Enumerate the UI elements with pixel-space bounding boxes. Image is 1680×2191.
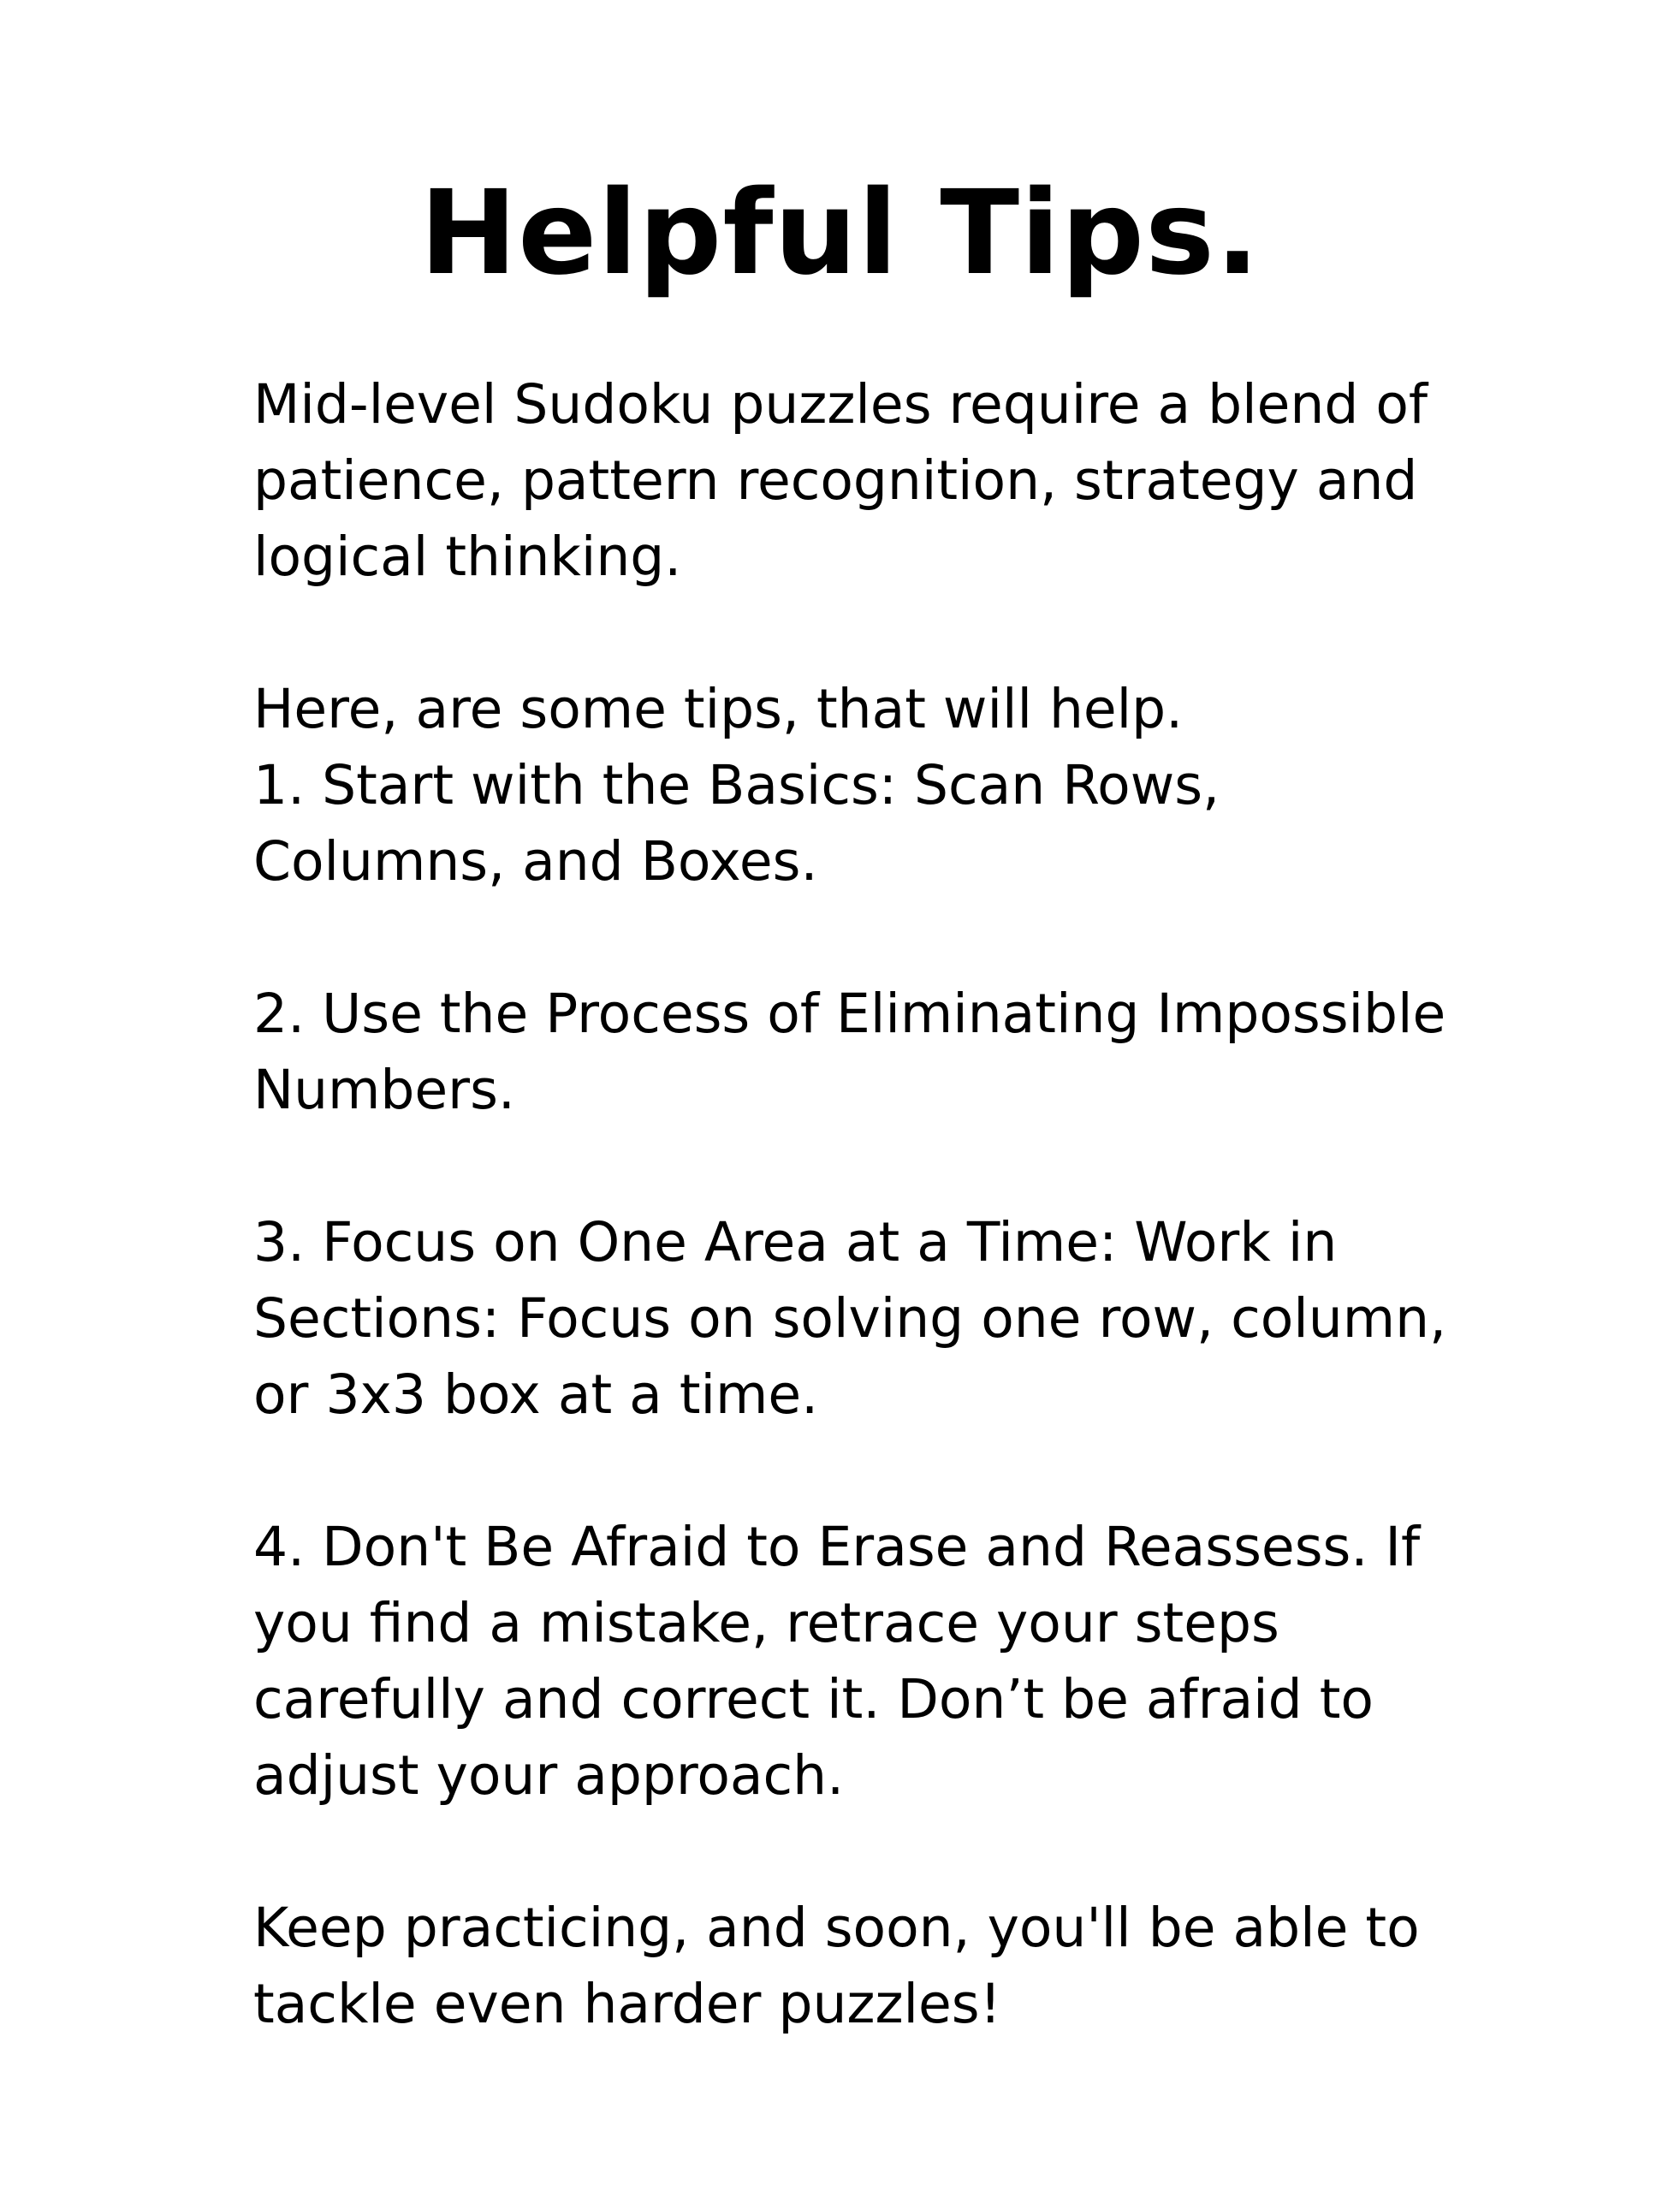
tips-body — [253, 366, 1588, 2042]
paragraph-spacer — [253, 1814, 1588, 1890]
intro-line: Mid-level Sudoku puzzles require a blend of — [253, 373, 1428, 436]
tip-2-line: Numbers. — [253, 1059, 515, 1121]
page-title: Helpful Tips. — [419, 166, 1261, 301]
tip-4-line: you find a mistake, retrace your steps — [253, 1592, 1279, 1654]
intro-line: logical thinking. — [253, 525, 682, 588]
tip-1-line: Columns, and Boxes. — [253, 830, 818, 893]
tip-3 — [253, 1204, 1588, 1433]
intro-paragraph — [253, 366, 1588, 595]
closing-line: Keep practicing, and soon, you'll be able to — [253, 1897, 1420, 1959]
lead-in-text: Here, are some tips, that will help. — [253, 678, 1184, 740]
paragraph-spacer — [253, 1128, 1588, 1204]
tips-list — [253, 671, 1588, 900]
tip-3-line: or 3x3 box at a time. — [253, 1363, 819, 1426]
tip-3-line: 3. Focus on One Area at a Time: Work in — [253, 1211, 1338, 1274]
paragraph-spacer — [253, 595, 1588, 671]
paragraph-spacer — [253, 900, 1588, 976]
tip-4-line: 4. Don't Be Afraid to Erase and Reassess. If — [253, 1516, 1421, 1578]
tip-2-line: 2. Use the Process of Eliminating Impossible — [253, 983, 1446, 1045]
tip-4-line: adjust your approach. — [253, 1744, 845, 1807]
paragraph-spacer — [253, 1433, 1588, 1509]
closing-line: tackle even harder puzzles! — [253, 1973, 1001, 2035]
tip-3-line: Sections: Focus on solving one row, column, — [253, 1287, 1447, 1350]
tip-2 — [253, 976, 1588, 1128]
closing-paragraph — [253, 1890, 1588, 2042]
tip-4 — [253, 1509, 1588, 1814]
tip-4-line: carefully and correct it. Don’t be afraid to — [253, 1668, 1374, 1731]
tip-1-line: 1. Start with the Basics: Scan Rows, — [253, 754, 1220, 816]
intro-line: patience, pattern recognition, strategy and — [253, 449, 1418, 512]
